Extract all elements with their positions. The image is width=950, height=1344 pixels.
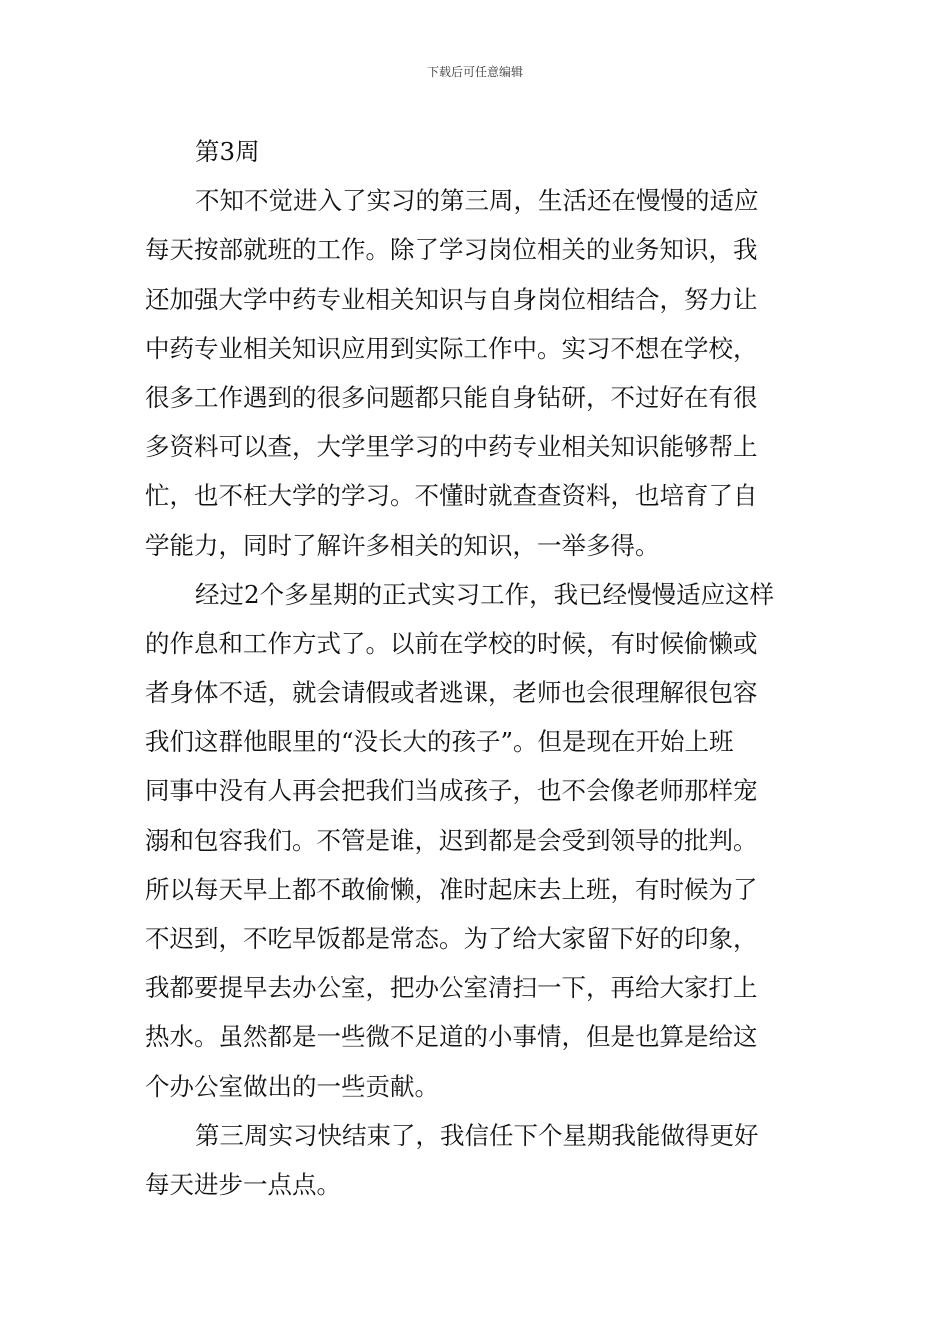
text-line: 很多工作遇到的很多问题都只能自身钻研，不过好在有很 <box>145 382 758 412</box>
text-line: 的作息和工作方式了。以前在学校的时候，有时候偷懒或 <box>145 628 758 658</box>
text-line: 我都要提早去办公室，把办公室清扫一下，再给大家打上 <box>145 973 758 1003</box>
text-line: 个办公室做出的一些贡献。 <box>145 1071 439 1101</box>
text-line: 多资料可以查，大学里学习的中药专业相关知识能够帮上 <box>145 432 758 462</box>
text-line: 忙，也不枉大学的学习。不懂时就查查资料，也培育了自 <box>145 481 758 511</box>
page-header-note: 下载后可任意编辑 <box>426 65 523 79</box>
text-line: 同事中没有人再会把我们当成孩子，也不会像老师那样宠 <box>145 776 758 806</box>
text-line: 学能力，同时了解许多相关的知识，一举多得。 <box>145 530 660 560</box>
text-line: 所以每天早上都不敢偷懒，准时起床去上班，有时候为了 <box>145 874 758 904</box>
text-line: 经过2个多星期的正式实习工作，我已经慢慢适应这样 <box>195 579 775 609</box>
text-line: 每天进步一点点。 <box>145 1169 341 1199</box>
text-line: 我们这群他眼里的“没长大的孩子”。但是现在开始上班 <box>145 727 734 757</box>
text-line: 每天按部就班的工作。除了学习岗位相关的业务知识，我 <box>145 235 758 265</box>
text-line: 不迟到，不吃早饭都是常态。为了给大家留下好的印象， <box>145 924 758 953</box>
text-line: 者身体不适，就会请假或者逃课，老师也会很理解很包容 <box>145 678 758 708</box>
text-line: 中药专业相关知识应用到实际工作中。实习不想在学校， <box>145 333 758 363</box>
text-line: 还加强大学中药专业相关知识与自身岗位相结合，努力让 <box>145 284 758 314</box>
text-line: 不知不觉进入了实习的第三周，生活还在慢慢的适应 <box>195 186 759 216</box>
text-line: 第三周实习快结束了，我信任下个星期我能做得更好 <box>195 1120 759 1150</box>
document-heading: 第3周 <box>195 137 260 166</box>
text-line: 热水。虽然都是一些微不足道的小事情，但是也算是给这 <box>145 1022 758 1052</box>
document-body <box>145 127 807 1209</box>
text-line: 溺和包容我们。不管是谁，迟到都是会受到领导的批判。 <box>145 825 758 855</box>
